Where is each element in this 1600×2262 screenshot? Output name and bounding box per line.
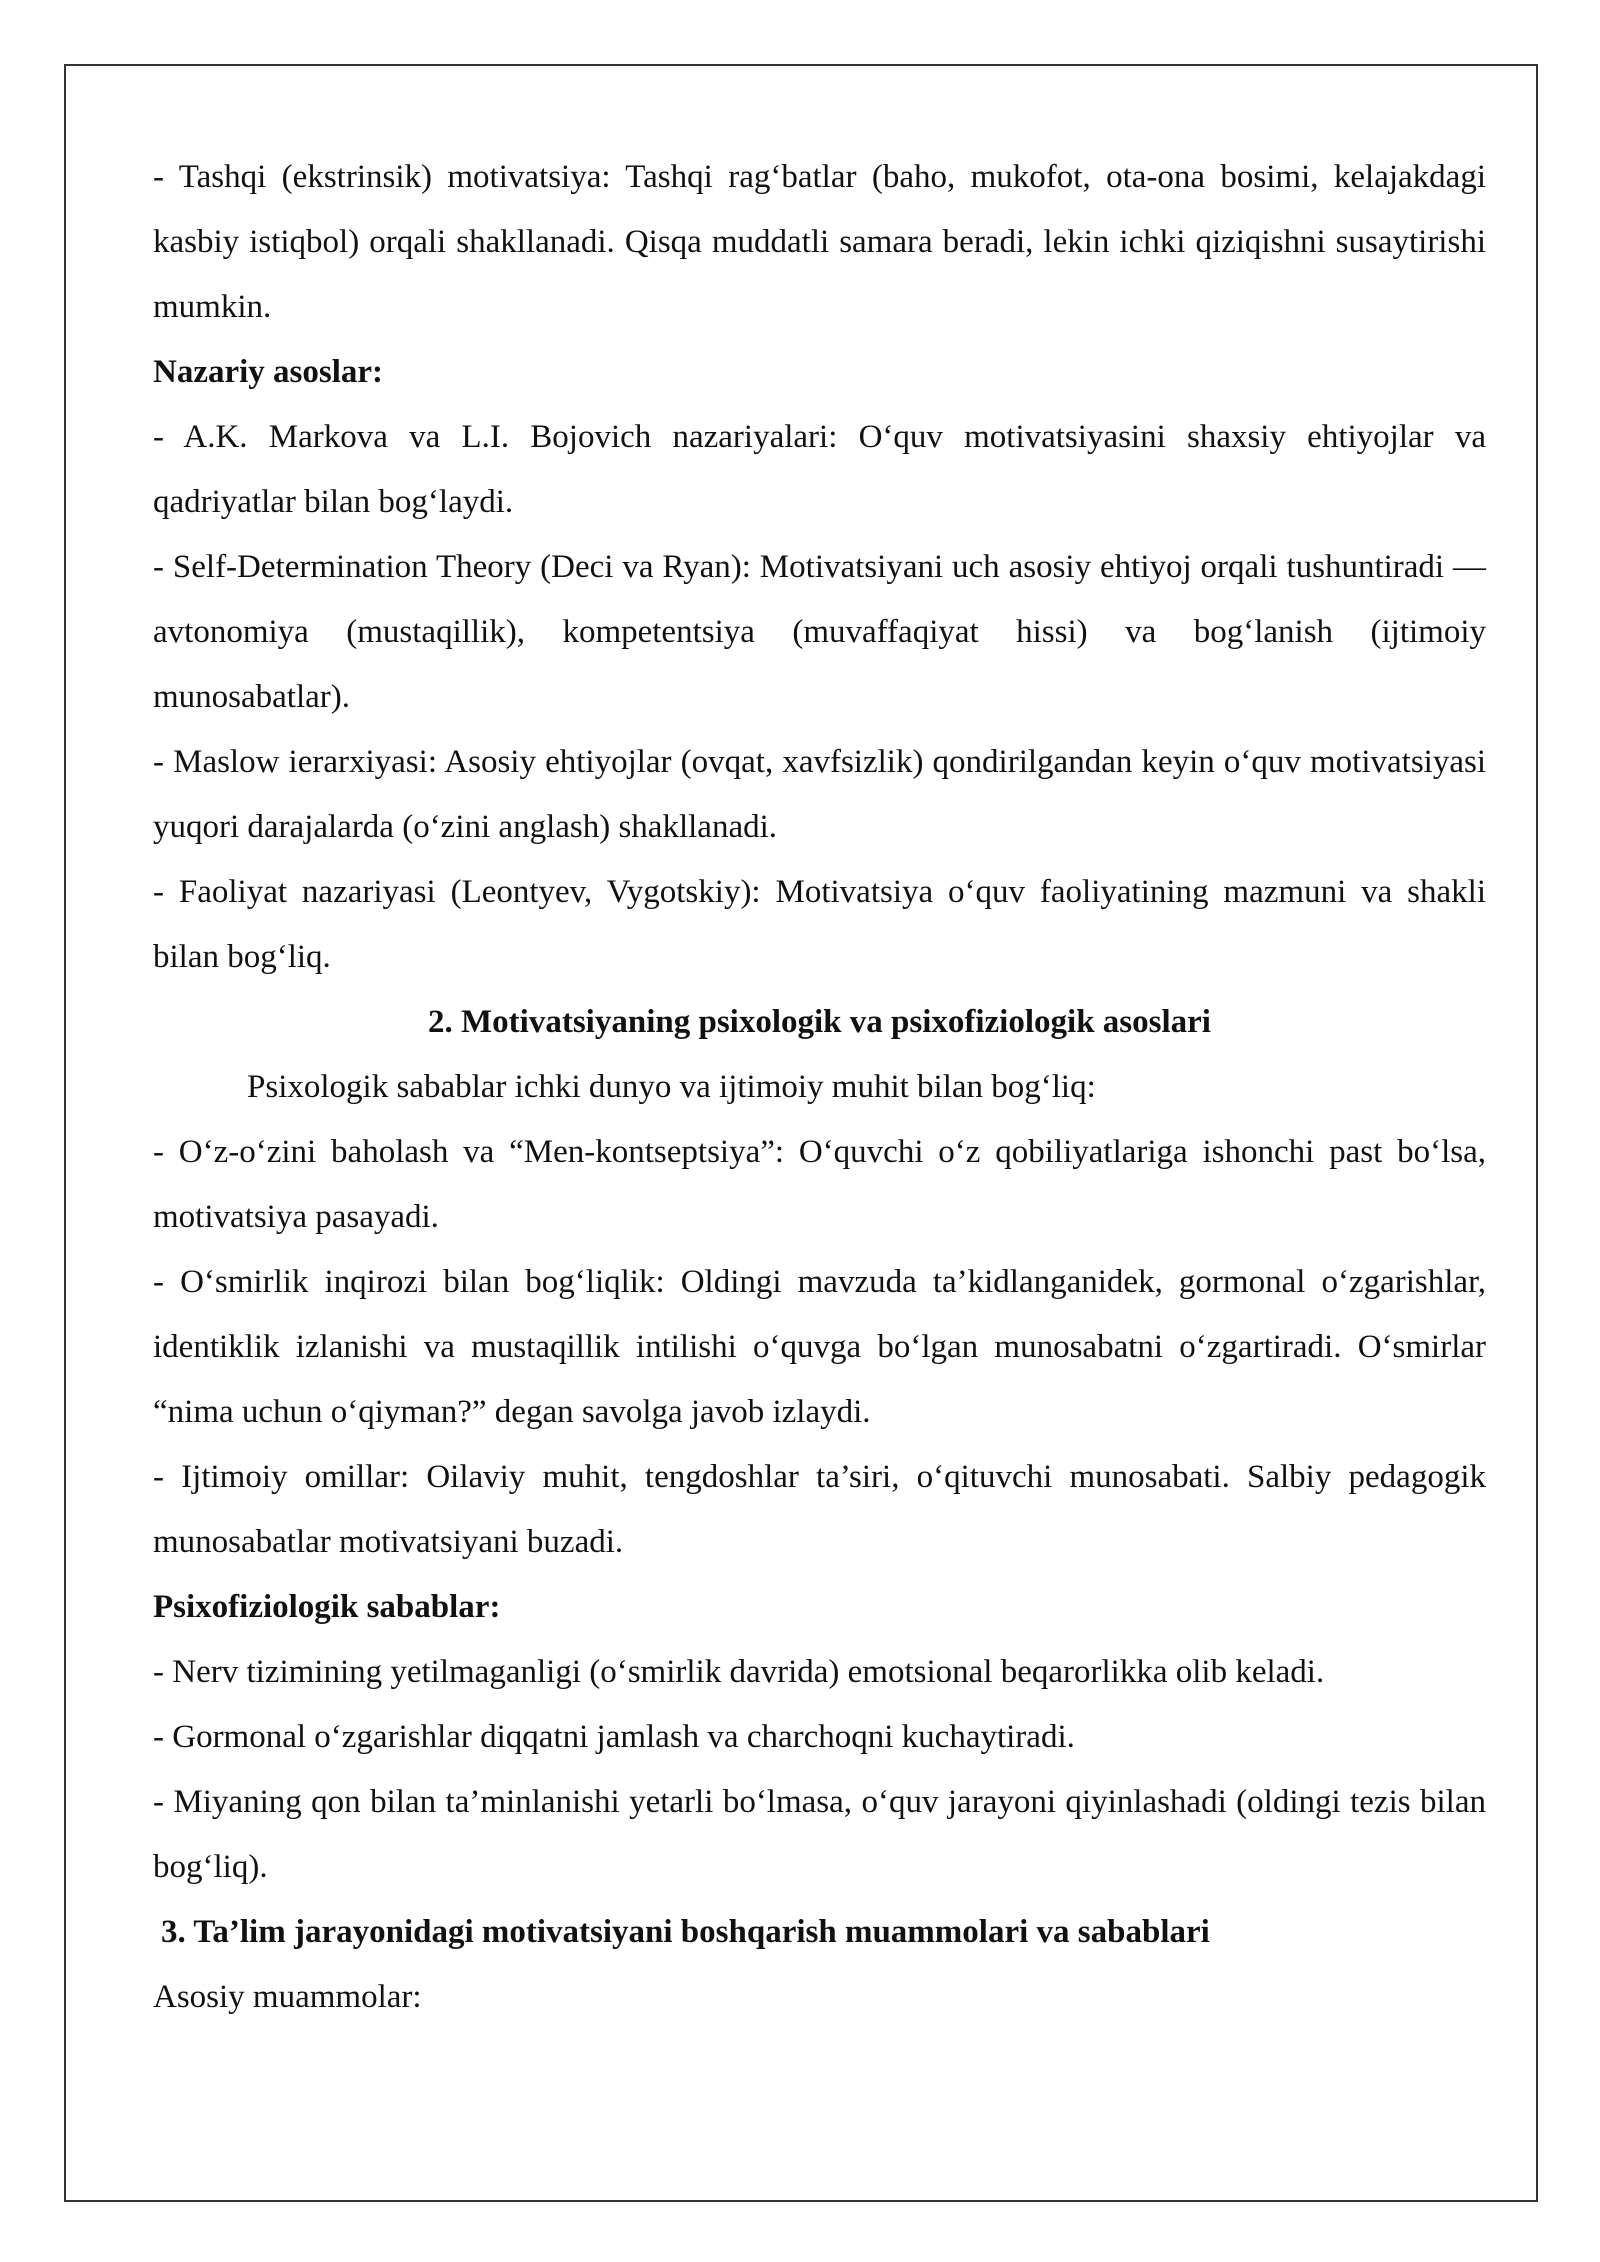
section-heading-2: 2. Motivatsiyaning psixologik va psixofiziologik asoslari [428, 1004, 1211, 1040]
section-heading-3: 3. Ta’lim jarayonidagi motivatsiyani boshqarish muammolari va sabablari [161, 1914, 1210, 1950]
paragraph-markova-bojovich: - A.K. Markova va L.I. Bojovich nazariyalari: O‘quv motivatsiyasini shaxsiy ehtiyojlar va qadriyatlar bilan bog‘laydi. [153, 419, 1486, 520]
paragraph-adolescence-crisis: - O‘smirlik inqirozi bilan bog‘liqlik: Oldingi mavzuda ta’kidlanganidek, gormonal o‘zgarishlar, identiklik izlanishi va mustaqillik intilishi o‘quvga bo‘lgan munosabatni o‘zgartiradi. O‘smirlar “nima uchun o‘qiyman?” degan savolga javob izlaydi. [153, 1264, 1486, 1430]
paragraph-hormonal-changes: - Gormonal o‘zgarishlar diqqatni jamlash va charchoqni kuchaytiradi. [153, 1719, 1075, 1755]
paragraph-psychological-causes: Psixologik sabablar ichki dunyo va ijtimoiy muhit bilan bog‘liq: [247, 1069, 1096, 1105]
paragraph-main-problems: Asosiy muammolar: [153, 1979, 422, 2015]
paragraph-self-esteem: - O‘z-o‘zini baholash va “Men-kontseptsiya”: O‘quvchi o‘z qobiliyatlariga ishonchi past bo‘lsa, motivatsiya pasayadi. [153, 1134, 1486, 1235]
paragraph-maslow: - Maslow ierarxiyasi: Asosiy ehtiyojlar (ovqat, xavfsizlik) qondirilgandan keyin o‘quv motivatsiyasi yuqori darajalarda (o‘zini anglash) shakllanadi. [153, 744, 1486, 845]
heading-psixofiziologik: Psixofiziologik sabablar: [153, 1589, 501, 1625]
paragraph-activity-theory: - Faoliyat nazariyasi (Leontyev, Vygotskiy): Motivatsiya o‘quv faoliyatining mazmuni va shakli bilan bog‘liq. [153, 874, 1486, 975]
paragraph-brain-blood-supply: - Miyaning qon bilan ta’minlanishi yetarli bo‘lmasa, o‘quv jarayoni qiyinlashadi (oldingi tezis bilan bog‘liq). [153, 1784, 1486, 1885]
paragraph-extrinsic-motivation: - Tashqi (ekstrinsik) motivatsiya: Tashqi rag‘batlar (baho, mukofot, ota-ona bosimi, kelajakdagi kasbiy istiqbol) orqali shakllanadi. Qisqa muddatli samara beradi, lekin ichki qiziqishni susaytirishi mumkin. [153, 159, 1486, 325]
paragraph-social-factors: - Ijtimoiy omillar: Oilaviy muhit, tengdoshlar ta’siri, o‘qituvchi munosabati. Salbiy pedagogik munosabatlar motivatsiyani buzadi. [153, 1459, 1486, 1560]
document-body [153, 145, 1486, 2030]
heading-nazariy-asoslar: Nazariy asoslar: [153, 354, 384, 390]
paragraph-nervous-system: - Nerv tizimining yetilmaganligi (o‘smirlik davrida) emotsional beqarorlikka olib keladi. [153, 1654, 1325, 1690]
paragraph-self-determination: - Self-Determination Theory (Deci va Ryan): Motivatsiyani uch asosiy ehtiyoj orqali tushuntiradi — avtonomiya (mustaqillik), kompetentsiya (muvaffaqiyat hissi) va bog‘lanish (ijtimoiy munosabatlar). [153, 549, 1486, 715]
